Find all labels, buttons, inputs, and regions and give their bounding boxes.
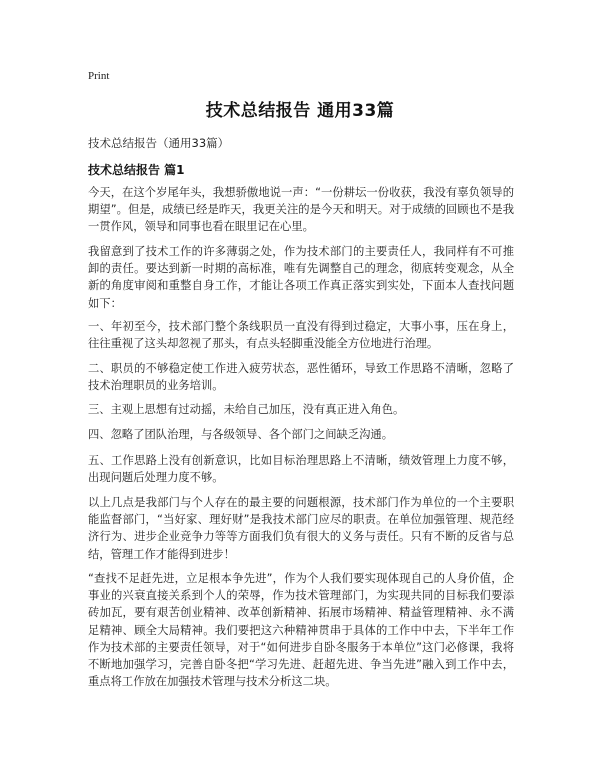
paragraph-1: 今天，在这个岁尾年头，我想骄傲地说一声：“一份耕坛一份收获，我没有辜负领导的期望”。但是，成绩已经是昨天，我更关注的是今天和明天。对于成绩的回顾也不是我一贯作风，领导和同事也看在眼里记在心里。 [88, 186, 514, 234]
paragraph-4: 二、职员的不够稳定使工作进入疲劳状态，恶性循环，导致工作思路不清晰，忽略了技术治理职员的业务培训。 [88, 362, 514, 393]
paragraph-7: 五、工作思路上没有创新意识，比如目标治理思路上不清晰，绩效管理上力度不够，出现问题后处理力度不够。 [88, 454, 514, 485]
document-subtitle: 技术总结报告（通用33篇） [88, 136, 230, 150]
paragraph-5: 三、主观上思想有过动摇，未给自己加压，没有真正进入角色。 [88, 403, 405, 416]
paragraph-3: 一、年初至今，技术部门整个条线职员一直没有得到过稳定，大事小事，压在身上，往往重视了这头却忽视了那头，有点头轻脚重没能全方位地进行治理。 [88, 320, 514, 351]
paragraph-8: 以上几点是我部门与个人存在的最主要的问题根源，技术部门作为单位的一个主要职能监督部门，“当好家、理好财”是我技术部门应尽的职责。在单位加强管理、规范经济行为、进步企业竞争力等等方面我们负有很大的义务与责任。只有不断的反省与总结，管理工作才能得到进步！ [88, 496, 514, 561]
paragraph-6: 四、忽略了团队治理，与各级领导、各个部门之间缺乏沟通。 [88, 428, 394, 441]
section-heading: 技术总结报告 篇1 [88, 163, 185, 177]
paragraph-9: “查找不足赶先进，立足根本争先进”，作为个人我们要实现体现自己的人身价值，企事业的兴衰直接关系到个人的荣辱，作为技术管理部门，为实现共同的目标我们要添砖加瓦，要有艰苦创业精神、改革创新精神、拓展市场精神、精益管理精神、永不满足精神、顾全大局精神。我们要把这六种精神贯串于具体的工作中中去，下半年工作作为技术部的主要责任领导，对于“如何进步自卧冬服务于本单位”这门必修课，我将不断地加强学习，完善自卧冬把“学习先进、赶超先进、争当先进”融入到工作中去，重点将工作放在加强技术管理与技术分析这二块。 [88, 572, 514, 689]
document-title: 技术总结报告 通用33篇 [205, 101, 395, 121]
print-link[interactable]: Print [88, 70, 110, 82]
paragraph-2: 我留意到了技术工作的许多薄弱之处，作为技术部门的主要责任人，我同样有不可推卸的责任。要达到新一时期的高标准，唯有先调整自己的理念，彻底转变观念，从全新的角度审阅和重整自身工作，才能让各项工作真正落实到实处，下面本人查找问题如下： [88, 245, 514, 310]
